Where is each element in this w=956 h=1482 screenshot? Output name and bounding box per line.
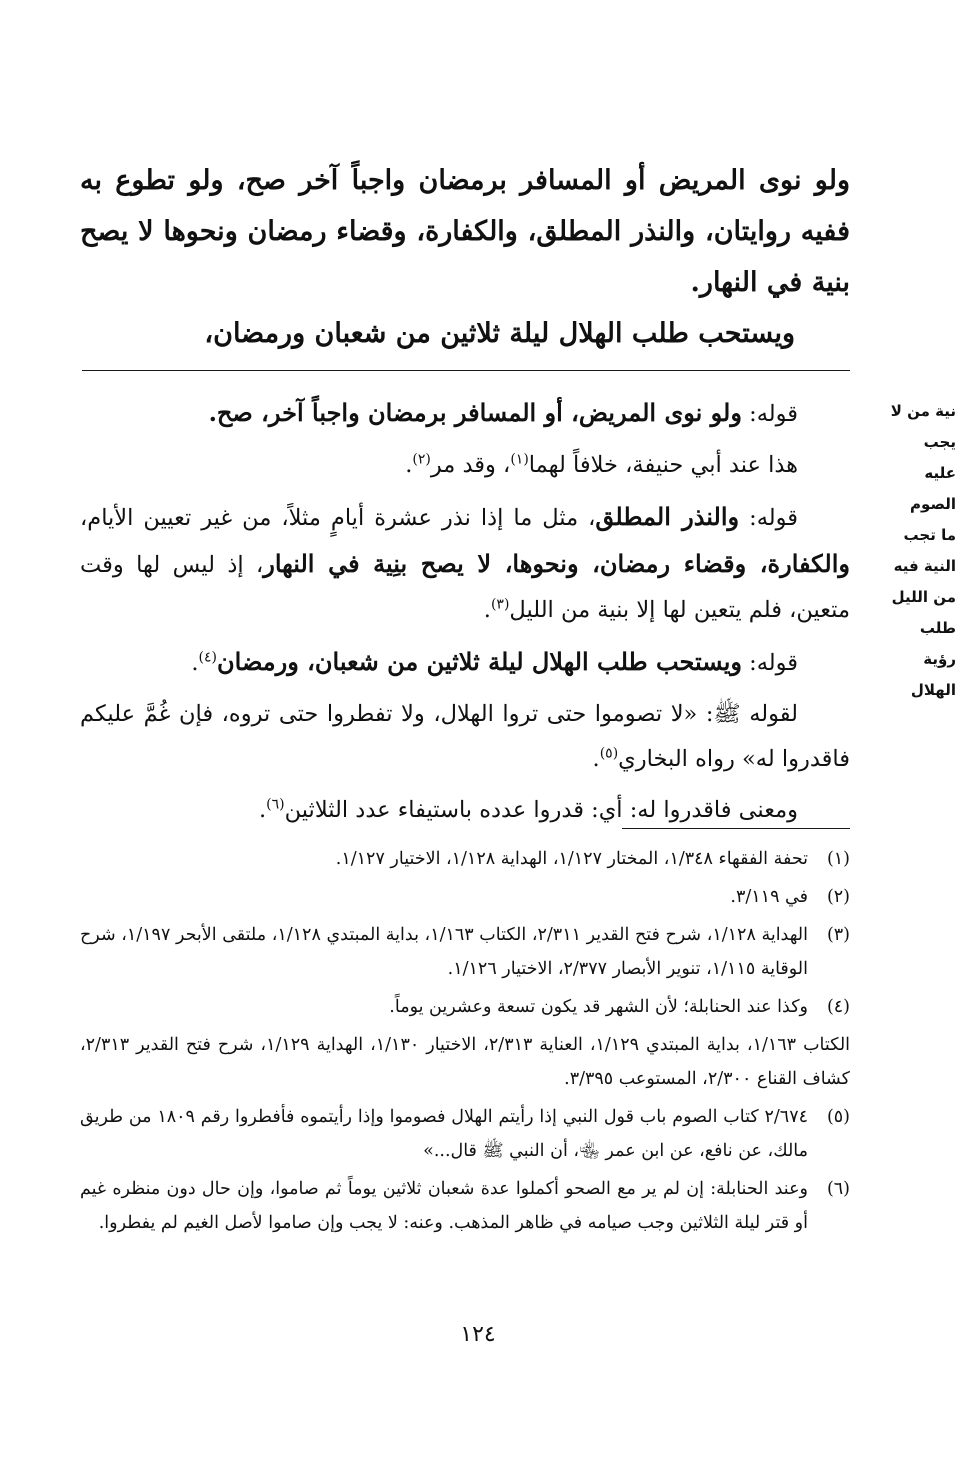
footnote-number: (٤) [826, 997, 850, 1017]
margin-note-line: نية من لا [890, 402, 956, 420]
footnote-text: ٢/٦٧٤ كتاب الصوم باب قول النبي إذا رأيتم الهلال فصوموا وإذا رأيتموه فأفطروا رقم ١٨٠٩ من طريق مالك، عن نافع، عن ابن عمر ﵄، أن النبي ﷺ قال...» [80, 1107, 808, 1161]
footnote-1 [80, 842, 850, 876]
commentary-text: لقوله ﷺ: «لا تصوموا حتى تروا الهلال، ولا تفطروا حتى تروه، فإن غُمَّ عليكم فاقدروا له» رواه البخاري [80, 701, 850, 772]
footnote-text: في ٣/١١٩. [730, 887, 808, 907]
punctuation: . [405, 452, 413, 478]
footnote-6 [80, 1172, 850, 1240]
commentary-text: ، وقد مر [430, 452, 511, 478]
footnote-ref-3[interactable]: (٣) [490, 596, 510, 613]
page-number: ١٢٤ [460, 1322, 496, 1347]
footnote-number: (٥) [826, 1107, 850, 1127]
footnote-ref-2[interactable]: (٢) [412, 451, 431, 468]
commentary-text: ، مثل ما إذا نذر عشرة أيامٍ مثلاً، من غير تعيين الأيام، [80, 505, 596, 531]
footnote-ref-1[interactable]: (١) [510, 451, 529, 468]
footnote-text: تحفة الفقهاء ١/٣٤٨، المختار ١/١٢٧، الهداية ١/١٢٨، الاختيار ١/١٢٧. [335, 849, 808, 869]
footnote-text: الكتاب ١/١٦٣، بداية المبتدي ١/١٢٩، العناية ٢/٣١٣، الاختيار ١/١٣٠، الهداية ١/١٢٩، شرح فتح القدير ٢/٣١٣، كشاف القناع ٢/٣٠٠، المستوعب ٣/٣٩٥. [80, 1035, 851, 1089]
quote-label: قوله: [741, 650, 798, 676]
punctuation: . [483, 597, 491, 623]
main-text-paragraph-2: ويستحب طلب الهلال ليلة ثلاثين من شعبان ورمضان، [204, 318, 795, 349]
commentary [80, 390, 850, 839]
commentary-block-2 [80, 443, 850, 488]
footnote-4 [80, 990, 850, 1024]
footnote-5 [80, 1100, 850, 1168]
punctuation: . [191, 650, 199, 676]
main-text-separator [82, 370, 850, 371]
quote-label: قوله: [739, 505, 799, 531]
margin-note-line: رؤية [923, 650, 956, 668]
footnote-ref-4[interactable]: (٤) [198, 649, 217, 666]
quote-label: قوله: [741, 401, 798, 427]
footnote-separator [622, 828, 850, 829]
margin-note-line: النية فيه [893, 557, 956, 575]
quoted-text: ويستحب طلب الهلال ليلة ثلاثين من شعبان، ورمضان [217, 647, 742, 676]
footnote-text: وكذا عند الحنابلة؛ لأن الشهر قد يكون تسعة وعشرين يوماً. [389, 997, 808, 1017]
footnote-3 [80, 918, 850, 986]
margin-notes [866, 396, 956, 706]
punctuation: . [259, 797, 267, 823]
commentary-block-6 [80, 788, 850, 833]
footnote-2 [80, 880, 850, 914]
commentary-block-3 [80, 494, 850, 633]
footnote-ref-5[interactable]: (٥) [599, 745, 619, 762]
footnotes [80, 842, 850, 1244]
footnote-number: (٣) [826, 925, 850, 945]
footnote-number: (١) [826, 849, 850, 869]
main-text-paragraph-1: ولو نوى المريض أو المسافر برمضان واجباً آخر صح، ولو تطوع به ففيه روايتان، والنذر المطلق، والكفارة، وقضاء رمضان ونحوها لا يصح بنية في النهار. [80, 165, 850, 298]
footnote-ref-6[interactable]: (٦) [266, 796, 285, 813]
margin-note-line: الصوم [910, 495, 956, 513]
footnote-text: وعند الحنابلة: إن لم ير مع الصحو أكملوا عدة شعبان ثلاثين يوماً ثم صاموا، وإن حال دون منظره غيم أو قتر ليلة الثلاثين وجب صيامه في ظاهر المذهب. وعنه: لا يجب وإن صاموا لأصل الغيم لم يفطروا. [80, 1179, 808, 1233]
footnote-text: الهداية ١/١٢٨، شرح فتح القدير ٢/٣١١، الكتاب ١/١٦٣، بداية المبتدي ١/١٢٨، ملتقى الأبحر ١/١٩٧، شرح الوقاية ١/١١٥، تنوير الأبصار ٢/٣٧٧، الاختيار ١/١٢٦. [80, 925, 808, 979]
commentary-text: ، إذ ليس لها وقت متعين، فلم يتعين لها إلا بنية من الليل [80, 552, 850, 623]
punctuation: . [592, 746, 600, 772]
margin-note-line: طلب [919, 619, 956, 637]
commentary-text: هذا عند أبي حنيفة، خلافاً لهما [528, 452, 798, 478]
margin-note-line: الهلال [910, 681, 956, 699]
footnote-number: (٦) [826, 1179, 850, 1199]
footnote-4-continuation [80, 1028, 850, 1096]
margin-note-line: ما تجب [903, 526, 956, 544]
commentary-block-5 [80, 692, 850, 782]
margin-note-line: من الليل [891, 588, 956, 606]
commentary-block-1 [80, 390, 850, 437]
commentary-text: ومعنى فاقدروا له: أي: قدروا عدده باستيفاء عدد الثلاثين [284, 797, 798, 823]
margin-note-line: يجب [923, 433, 956, 451]
quoted-text: ولو نوى المريض، أو المسافر برمضان واجباً آخر، صح. [208, 398, 742, 427]
commentary-block-4 [80, 639, 850, 686]
footnote-number: (٢) [826, 887, 850, 907]
main-text [80, 155, 850, 359]
margin-note-line: عليه [924, 464, 956, 482]
quoted-text: والنذر المطلق [595, 502, 740, 531]
quoted-text: والكفارة، وقضاء رمضان، ونحوها، لا يصح بنِية في النهار [263, 549, 850, 578]
